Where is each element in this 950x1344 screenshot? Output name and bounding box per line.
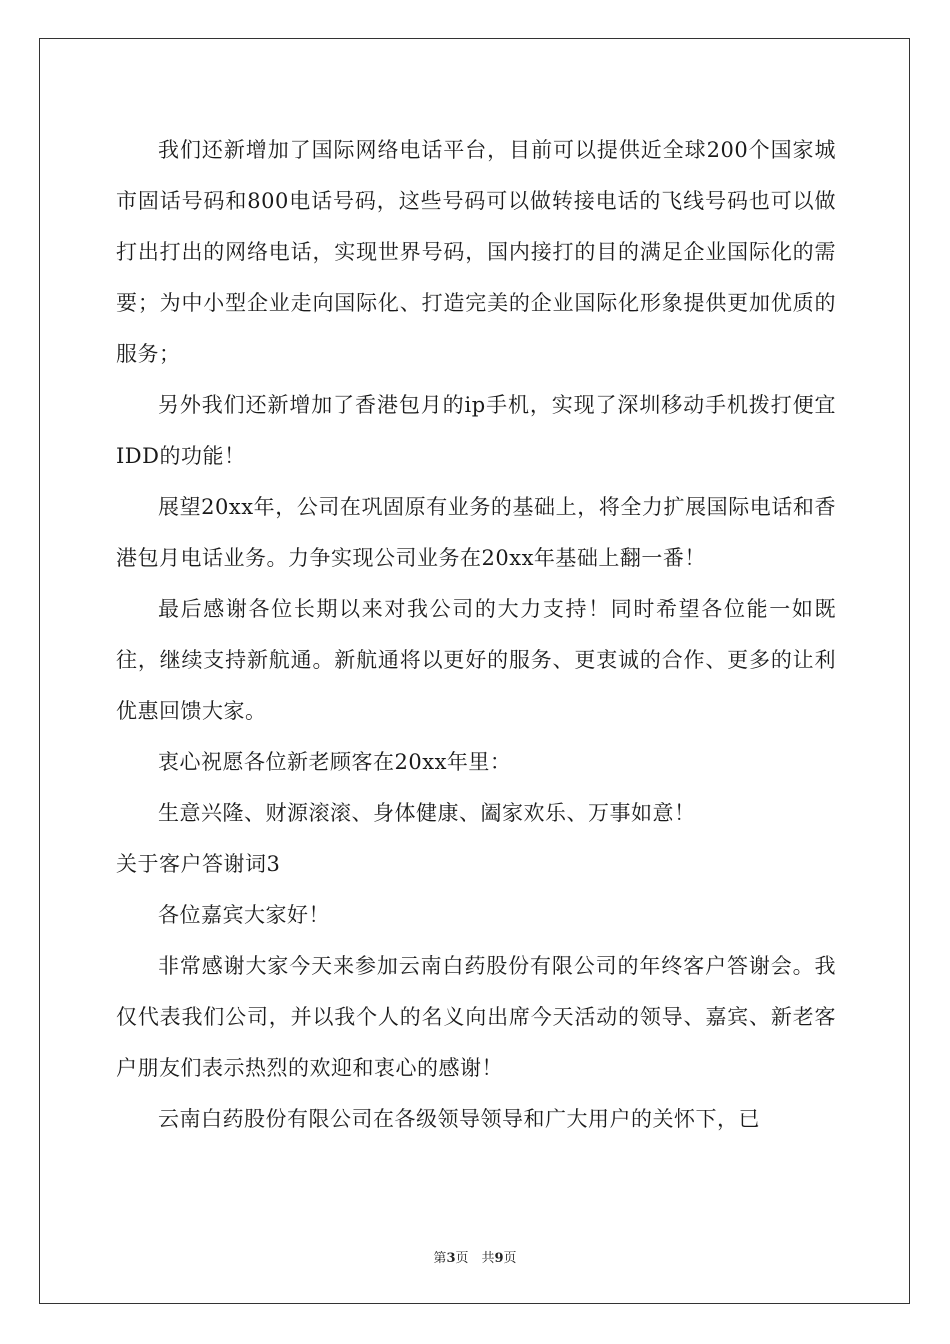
paragraph: 非常感谢大家今天来参加云南白药股份有限公司的年终客户答谢会。我仅代表我们公司，并以我个人的名义向出席今天活动的领导、嘉宾、新老客户朋友们表示热烈的欢迎和衷心的感谢！ (116, 954, 836, 1080)
footer-suffix: 页 (503, 1251, 517, 1266)
paragraph: 生意兴隆、财源滚滚、身体健康、阖家欢乐、万事如意！ (158, 801, 696, 825)
paragraph: 云南白药股份有限公司在各级领导领导和广大用户的关怀下，已 (158, 1107, 760, 1131)
page-footer (0, 1247, 950, 1266)
document-body (116, 125, 836, 1145)
paragraph: 衷心祝愿各位新老顾客在20xx年里： (158, 750, 512, 774)
footer-mid: 页 共 (455, 1251, 495, 1266)
paragraph: 各位嘉宾大家好！ (158, 903, 330, 927)
paragraph: 展望20xx年，公司在巩固原有业务的基础上，将全力扩展国际电话和香港包月电话业务。力争实现公司业务在20xx年基础上翻一番！ (116, 495, 836, 570)
footer-total-pages: 9 (494, 1251, 504, 1266)
section-heading: 关于客户答谢词3 (116, 852, 281, 876)
paragraph: 另外我们还新增加了香港包月的ip手机，实现了深圳移动手机拨打便宜IDD的功能！ (116, 393, 836, 468)
footer-prefix: 第 (433, 1251, 447, 1266)
footer-page-number: 3 (446, 1251, 456, 1266)
paragraph: 最后感谢各位长期以来对我公司的大力支持！同时希望各位能一如既往，继续支持新航通。新航通将以更好的服务、更衷诚的合作、更多的让利优惠回馈大家。 (116, 597, 836, 723)
paragraph: 我们还新增加了国际网络电话平台，目前可以提供近全球200个国家城市固话号码和800电话号码，这些号码可以做转接电话的飞线号码也可以做打出打出的网络电话，实现世界号码，国内接打的目的满足企业国际化的需要；为中小型企业走向国际化、打造完美的企业国际化形象提供更加优质的服务； (116, 138, 836, 366)
